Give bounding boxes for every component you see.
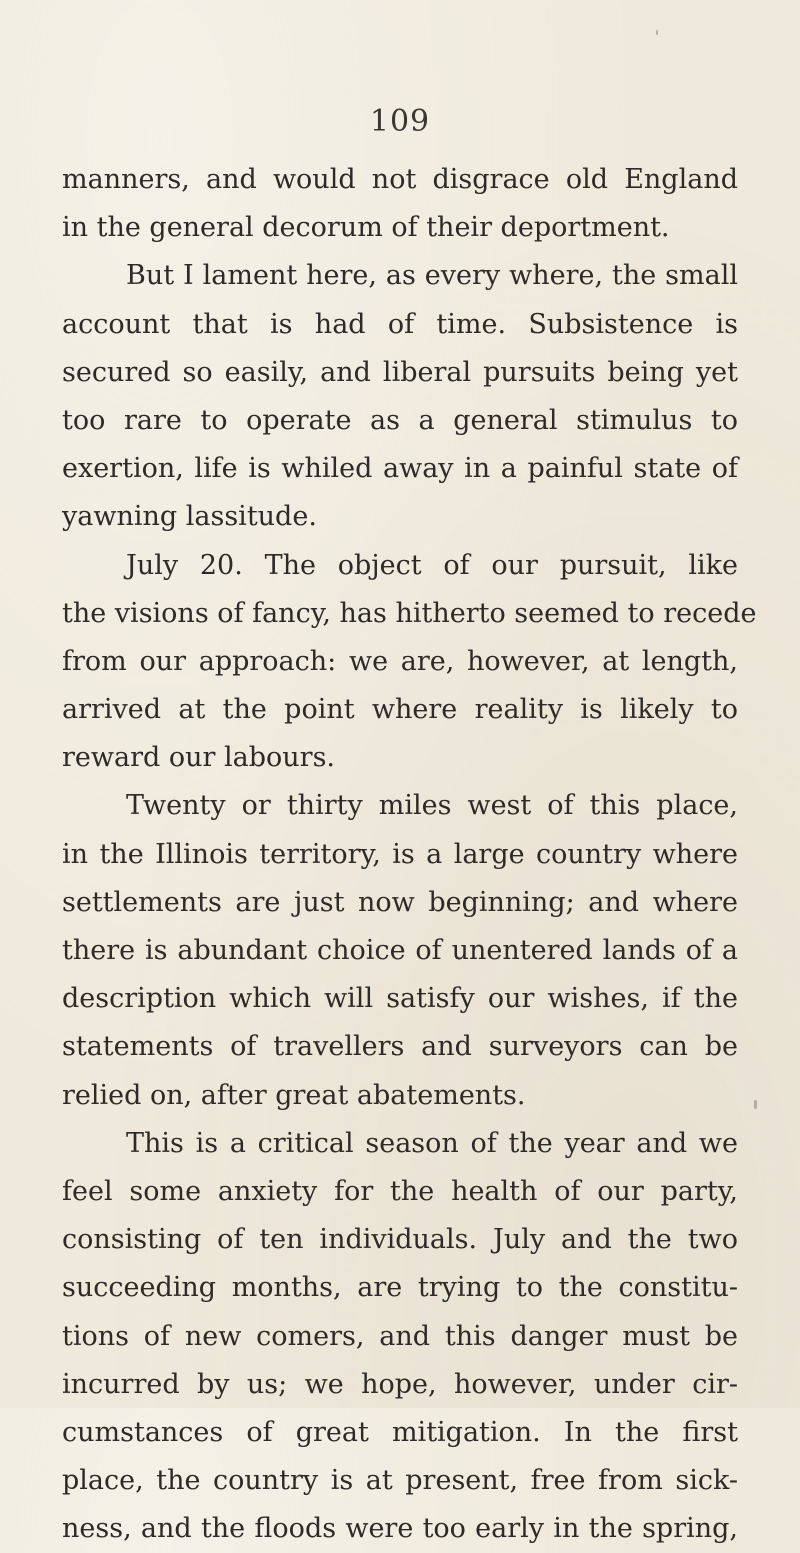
text-line: manners, and would not disgrace old England	[62, 164, 738, 195]
text-line: too rare to operate as a general stimulus to	[62, 404, 738, 436]
text-line: ness, and the floods were too early in the spring,	[62, 1513, 738, 1545]
text-line: yawning lassitude.	[62, 501, 317, 533]
text-line: statements of travellers and surveyors can be	[62, 1031, 738, 1063]
text-line: arrived at the point where reality is likely to	[62, 694, 738, 726]
text-line: the visions of fancy, has hitherto seemed to recede	[62, 597, 757, 629]
text-line: in the general decorum of their deportment.	[62, 212, 670, 244]
text-line: there is abundant choice of unentered lands of a	[62, 935, 738, 966]
text-line: description which will satisfy our wishes, if the	[62, 983, 738, 1015]
text-line: incurred by us; we hope, however, under cir-	[62, 1368, 738, 1400]
text-line: reward our labours.	[62, 742, 336, 774]
text-line: settlements are just now beginning; and where	[62, 886, 738, 918]
text-line: consisting of ten individuals. July and the two	[62, 1224, 738, 1256]
text-line: exertion, life is whiled away in a painful state of	[62, 453, 738, 485]
text-line: July 20. The object of our pursuit, like	[126, 549, 738, 581]
text-line: tions of new comers, and this danger must be	[62, 1320, 738, 1352]
text-line: Twenty or thirty miles west of this place,	[126, 790, 738, 822]
body-text	[62, 156, 757, 1553]
page-number: 109	[369, 104, 431, 139]
text-line: from our approach: we are, however, at length,	[62, 645, 738, 677]
text-line: in the Illinois territory, is a large country where	[62, 838, 738, 870]
text-line: This is a critical season of the year and we	[126, 1127, 738, 1159]
text-line: relied on, after great abatements.	[62, 1079, 526, 1111]
paper-speck	[656, 30, 658, 35]
text-line: cumstances of great mitigation. In the first	[62, 1416, 738, 1448]
text-line: secured so easily, and liberal pursuits being yet	[62, 356, 738, 388]
paper-speck	[754, 1100, 757, 1109]
text-line: place, the country is at present, free from sick-	[62, 1465, 738, 1497]
text-line: But I lament here, as every where, the small	[126, 260, 738, 292]
text-line: succeeding months, are trying to the constitu-	[62, 1272, 738, 1304]
text-line: feel some anxiety for the health of our party,	[62, 1175, 738, 1207]
text-line: account that is had of time. Subsistence is	[62, 308, 738, 340]
